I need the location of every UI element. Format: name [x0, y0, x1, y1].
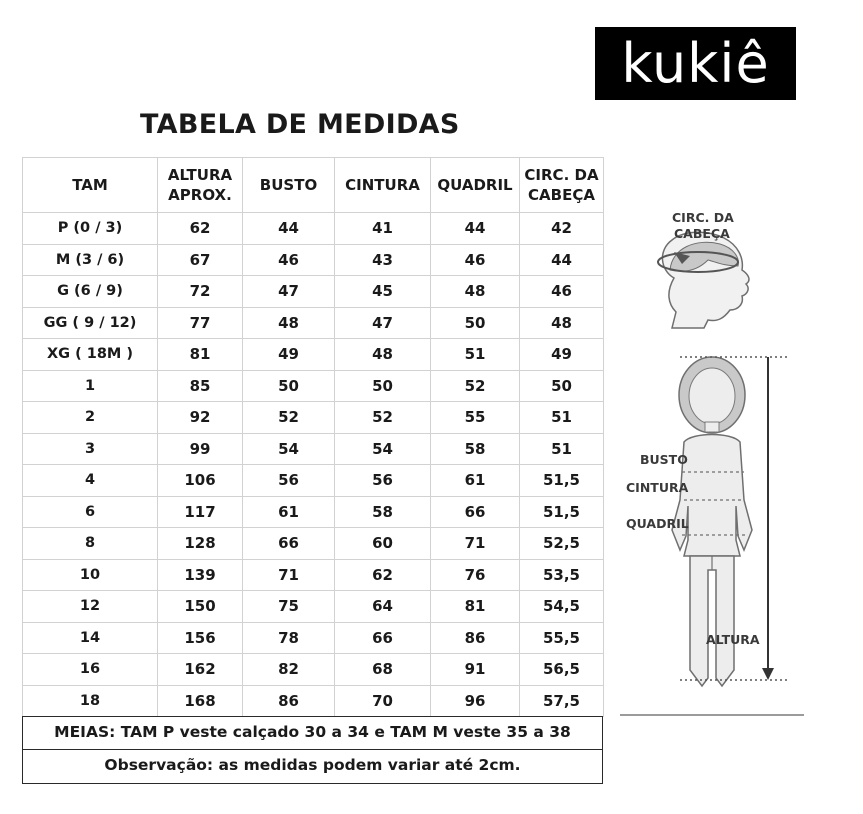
- measure-cell: 75: [243, 591, 335, 623]
- measure-cell: 92: [158, 402, 243, 434]
- measure-cell: 81: [431, 591, 520, 623]
- measure-cell: 51: [520, 433, 604, 465]
- measure-cell: 85: [158, 370, 243, 402]
- measure-cell: 117: [158, 496, 243, 528]
- measure-cell: 70: [335, 685, 431, 717]
- measure-cell: 66: [431, 496, 520, 528]
- column-header: [520, 158, 604, 213]
- table-row: [23, 307, 604, 339]
- measure-cell: 42: [520, 213, 604, 245]
- size-cell: 4: [23, 465, 158, 497]
- head-profile-illustration: [658, 232, 749, 328]
- size-cell: XG ( 18M ): [23, 339, 158, 371]
- measure-cell: 44: [520, 244, 604, 276]
- measure-cell: 106: [158, 465, 243, 497]
- measure-cell: 68: [335, 654, 431, 686]
- size-cell: 18: [23, 685, 158, 717]
- measure-cell: 150: [158, 591, 243, 623]
- measure-cell: 52: [335, 402, 431, 434]
- measure-cell: 55: [431, 402, 520, 434]
- measure-cell: 54: [243, 433, 335, 465]
- measure-cell: 58: [335, 496, 431, 528]
- table-row: [23, 213, 604, 245]
- observation-note: Observação: as medidas podem variar até 2cm.: [22, 750, 603, 784]
- measure-cell: 156: [158, 622, 243, 654]
- measure-cell: 86: [431, 622, 520, 654]
- measure-cell: 71: [243, 559, 335, 591]
- table-row: [23, 622, 604, 654]
- size-cell: 3: [23, 433, 158, 465]
- measure-cell: 64: [335, 591, 431, 623]
- measure-cell: 128: [158, 528, 243, 560]
- measure-cell: 47: [335, 307, 431, 339]
- measure-cell: 46: [431, 244, 520, 276]
- size-cell: 6: [23, 496, 158, 528]
- table-row: [23, 402, 604, 434]
- measure-cell: 46: [520, 276, 604, 308]
- measure-cell: 45: [335, 276, 431, 308]
- column-header: [23, 158, 158, 213]
- column-header-line: ALTURA: [167, 166, 233, 184]
- size-cell: 16: [23, 654, 158, 686]
- measure-cell: 52: [243, 402, 335, 434]
- measure-cell: 54,5: [520, 591, 604, 623]
- size-cell: 10: [23, 559, 158, 591]
- measure-cell: 50: [335, 370, 431, 402]
- table-row: [23, 528, 604, 560]
- size-cell: 12: [23, 591, 158, 623]
- table-row: [23, 496, 604, 528]
- measure-cell: 62: [335, 559, 431, 591]
- column-header-line: CINTURA: [345, 176, 420, 194]
- head-label-line1: CIRC. DA: [672, 210, 734, 225]
- size-cell: 14: [23, 622, 158, 654]
- column-header: [158, 158, 243, 213]
- measure-cell: 52,5: [520, 528, 604, 560]
- table-header-row: [23, 158, 604, 213]
- measure-cell: 55,5: [520, 622, 604, 654]
- size-cell: GG ( 9 / 12): [23, 307, 158, 339]
- measure-cell: 48: [431, 276, 520, 308]
- measure-cell: 41: [335, 213, 431, 245]
- measure-cell: 48: [520, 307, 604, 339]
- measure-cell: 56: [243, 465, 335, 497]
- column-header-line: BUSTO: [259, 176, 318, 194]
- measure-cell: 139: [158, 559, 243, 591]
- column-header: [335, 158, 431, 213]
- measure-cell: 54: [335, 433, 431, 465]
- column-header-line: CIRC. DA: [524, 166, 599, 184]
- measure-cell: 51: [520, 402, 604, 434]
- measure-cell: 58: [431, 433, 520, 465]
- measure-cell: 67: [158, 244, 243, 276]
- size-table: [22, 157, 604, 717]
- size-cell: 8: [23, 528, 158, 560]
- measure-cell: 46: [243, 244, 335, 276]
- table-row: [23, 465, 604, 497]
- measure-cell: 82: [243, 654, 335, 686]
- table-row: [23, 591, 604, 623]
- measurement-illustration: [612, 200, 812, 720]
- measure-cell: 91: [431, 654, 520, 686]
- measure-cell: 53,5: [520, 559, 604, 591]
- measure-cell: 44: [243, 213, 335, 245]
- measure-cell: 51,5: [520, 465, 604, 497]
- socks-note: MEIAS: TAM P veste calçado 30 a 34 e TAM M veste 35 a 38: [22, 716, 603, 750]
- measure-cell: 57,5: [520, 685, 604, 717]
- measure-cell: 168: [158, 685, 243, 717]
- measure-cell: 56,5: [520, 654, 604, 686]
- measure-cell: 47: [243, 276, 335, 308]
- measure-cell: 96: [431, 685, 520, 717]
- table-body: [23, 213, 604, 717]
- size-cell: 2: [23, 402, 158, 434]
- column-header-line: TAM: [72, 176, 108, 194]
- measure-cell: 78: [243, 622, 335, 654]
- measure-cell: 162: [158, 654, 243, 686]
- measure-cell: 50: [520, 370, 604, 402]
- measure-cell: 72: [158, 276, 243, 308]
- measure-cell: 61: [431, 465, 520, 497]
- head-label-line2: CABEÇA: [674, 226, 730, 241]
- measure-cell: 50: [431, 307, 520, 339]
- column-header-line: APROX.: [168, 186, 232, 204]
- measure-cell: 81: [158, 339, 243, 371]
- measure-cell: 51,5: [520, 496, 604, 528]
- measure-cell: 99: [158, 433, 243, 465]
- measure-cell: 76: [431, 559, 520, 591]
- column-header: [243, 158, 335, 213]
- table-row: [23, 559, 604, 591]
- measure-cell: 44: [431, 213, 520, 245]
- height-arrow-icon: [762, 668, 774, 680]
- measure-cell: 66: [243, 528, 335, 560]
- table-row: [23, 244, 604, 276]
- measure-cell: 62: [158, 213, 243, 245]
- measure-cell: 71: [431, 528, 520, 560]
- table-row: [23, 685, 604, 717]
- busto-label: BUSTO: [640, 452, 688, 467]
- quadril-label: QUADRIL: [626, 516, 689, 531]
- measure-cell: 66: [335, 622, 431, 654]
- measure-cell: 51: [431, 339, 520, 371]
- page-title: TABELA DE MEDIDAS: [140, 109, 460, 140]
- measure-cell: 49: [520, 339, 604, 371]
- table-row: [23, 654, 604, 686]
- column-header: [431, 158, 520, 213]
- size-cell: G (6 / 9): [23, 276, 158, 308]
- measure-cell: 43: [335, 244, 431, 276]
- cintura-label: CINTURA: [626, 480, 689, 495]
- size-cell: P (0 / 3): [23, 213, 158, 245]
- measure-cell: 48: [243, 307, 335, 339]
- column-header-line: QUADRIL: [437, 176, 513, 194]
- table-row: [23, 433, 604, 465]
- measure-cell: 50: [243, 370, 335, 402]
- column-header-line: CABEÇA: [528, 186, 595, 204]
- measure-cell: 48: [335, 339, 431, 371]
- measure-cell: 56: [335, 465, 431, 497]
- measure-cell: 60: [335, 528, 431, 560]
- measure-cell: 49: [243, 339, 335, 371]
- table-row: [23, 339, 604, 371]
- measure-cell: 61: [243, 496, 335, 528]
- table-row: [23, 276, 604, 308]
- measure-cell: 52: [431, 370, 520, 402]
- brand-logo-text: kukiê: [621, 31, 770, 95]
- brand-logo: [595, 27, 796, 100]
- size-cell: 1: [23, 370, 158, 402]
- measure-cell: 77: [158, 307, 243, 339]
- size-cell: M (3 / 6): [23, 244, 158, 276]
- table-row: [23, 370, 604, 402]
- measure-cell: 86: [243, 685, 335, 717]
- altura-label: ALTURA: [706, 632, 760, 647]
